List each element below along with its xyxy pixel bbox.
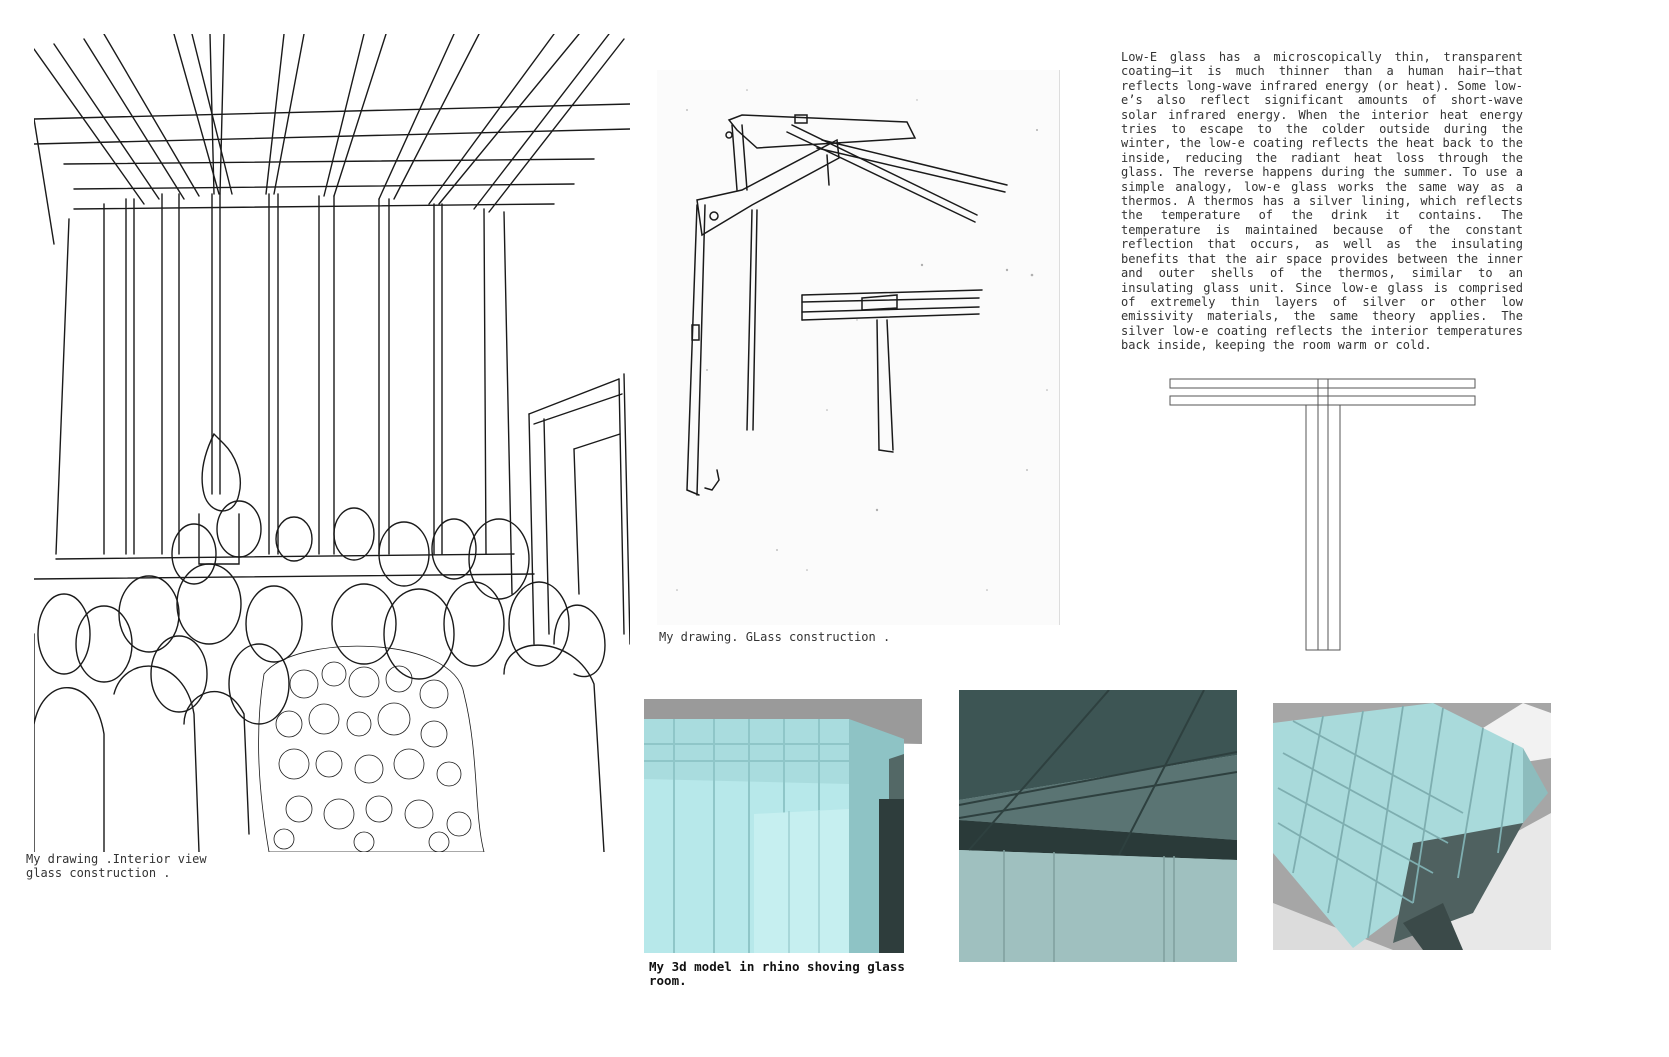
model-caption: My 3d model in rhino shoving glass room. (649, 959, 905, 988)
low-e-glass-paragraph: Low-E glass has a microscopically thin, transparent coating—it is much thinner than a human hair—that reflects long-wave infrared energy (or heat). Some low-e’s also reflect significant amounts of short-wave solar infrared energy. When the interior heat energy tries to escape to the colder outside during the winter, the low-e coating reflects the heat back to the inside, reducing the radiant heat loss through the glass. The reverse happens during the summer. To use a simple analogy, low-e glass works the same way as a thermos. A thermos has a silver lining, which reflects the temperature of the drink it contains. The temperature is maintained because of the constant reflection that occurs, as well as the insulating benefits that the air space provides between the inner and outer shells of the thermos, similar to an insulating glass unit. Since low-e glass is comprised of extremely thin layers of silver or other low emissivity materials, the same theory applies. The silver low-e coating reflects the interior temperatures back inside, keeping the room warm or cold. (1121, 50, 1523, 353)
render-glass-room-front (644, 699, 922, 953)
frame-sketch (687, 115, 1007, 495)
t-section-sketch (802, 290, 982, 452)
ceiling-beams (34, 34, 624, 212)
glass-mullions (56, 194, 512, 594)
interior-drawing-caption: My drawing .Interior view glass construction . (26, 852, 207, 880)
paper-speckle (676, 89, 1048, 591)
render-glass-ceiling-closeup (959, 690, 1237, 962)
glass-construction-caption: My drawing. GLass construction . (659, 630, 891, 644)
glass-construction-sketch (657, 70, 1060, 625)
interior-sketch (34, 34, 630, 852)
t-section-diagram (1168, 376, 1478, 652)
curly-hair (259, 646, 484, 852)
render-glass-roof-aerial (1273, 703, 1551, 950)
